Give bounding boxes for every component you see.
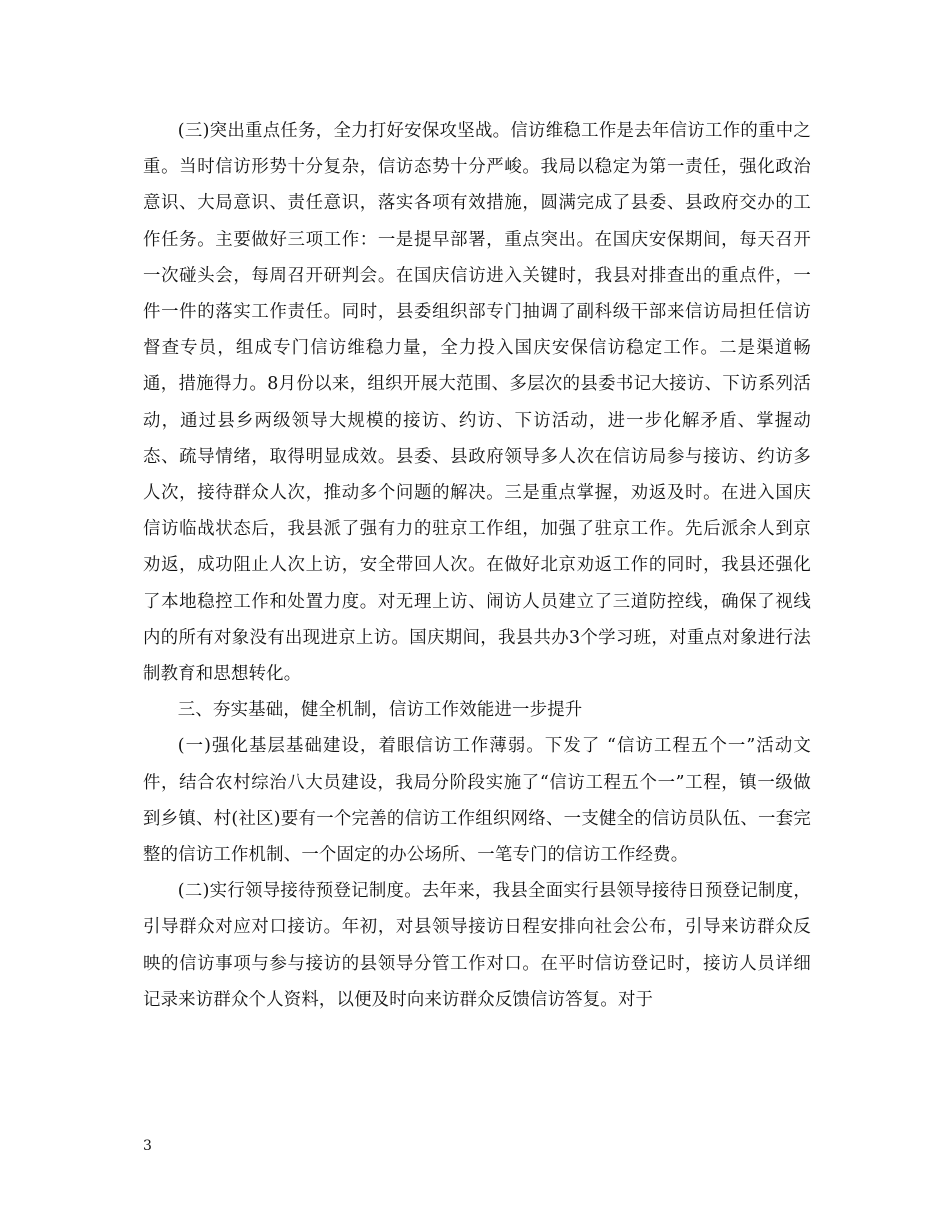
paragraph-leader-registration: (二)实行领导接待预登记制度。去年来，我县全面实行县领导接待日预登记制度，引导群众对应对口接访。年初，对县领导接访日程安排向社会公布，引导来访群众反映的信访事项与参与接访的县领导分管工作对口。在平时信访登记时，接访人员详细记录来访群众个人资料，以便及时向来访群众反馈信访答复。对于 [143, 881, 811, 1010]
page-number: 3 [143, 1138, 152, 1154]
document-body [143, 113, 811, 1018]
section-heading-foundation: 三、夯实基础，健全机制，信访工作效能进一步提升 [177, 700, 583, 721]
paragraph-grassroots-building: (一)强化基层基础建设，着眼信访工作薄弱。下发了 “信访工程五个一”活动文件，结合农村综治八大员建设，我局分阶段实施了“信访工程五个一”工程，镇一级做到乡镇、村(社区)要有一个完善的信访工作组织网络、一支健全的信访员队伍、一套完整的信访工作机制、一个固定的办公场所、一笔专门的信访工作经费。 [143, 736, 811, 866]
paragraph-security-tasks: (三)突出重点任务，全力打好安保攻坚战。信访维稳工作是去年信访工作的重中之重。当时信访形势十分复杂，信访态势十分严峻。我局以稳定为第一责任，强化政治意识、大局意识、责任意识，落实各项有效措施，圆满完成了县委、县政府交办的工作任务。主要做好三项工作：一是提早部署，重点突出。在国庆安保期间，每天召开一次碰头会，每周召开研判会。在国庆信访进入关键时，我县对排查出的重点件，一件一件的落实工作责任。同时，县委组织部专门抽调了副科级干部来信访局担任信访督查专员，组成专门信访维稳力量，全力投入国庆安保信访稳定工作。二是渠道畅通，措施得力。8月份以来，组织开展大范围、多层次的县委书记大接访、下访系列活动，通过县乡两级领导大规模的接访、约访、下访活动，进一步化解矛盾、掌握动态、疏导情绪，取得明显成效。县委、县政府领导多人次在信访局参与接访、约访多人次，接待群众人次，推动多个问题的解决。三是重点掌握，劝返及时。在进入国庆信访临战状态后，我县派了强有力的驻京工作组，加强了驻京工作。先后派余人到京劝返，成功阻止人次上访，安全带回人次。在做好北京劝返工作的同时，我县还强化了本地稳控工作和处置力度。对无理上访、闹访人员建立了三道防控线，确保了视线内的所有对象没有出现进京上访。国庆期间，我县共办3个学习班，对重点对象进行法制教育和思想转化。 [143, 121, 811, 685]
